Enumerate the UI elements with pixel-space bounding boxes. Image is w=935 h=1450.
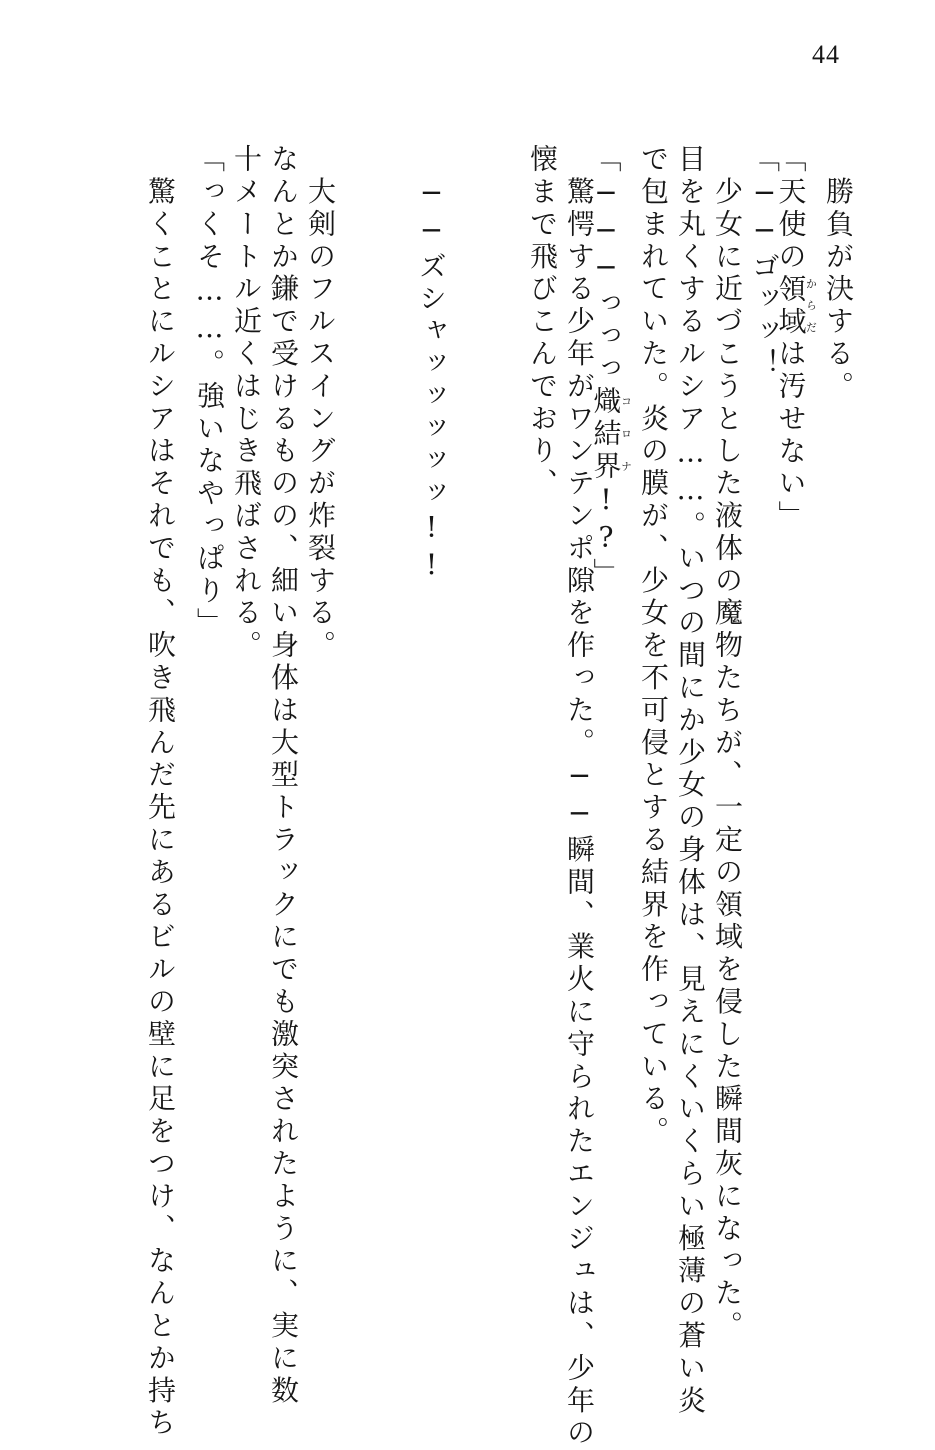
text-column xyxy=(589,144,633,591)
text-column: 十メートル近くはじき飛ばされる。 xyxy=(230,144,263,663)
page-number: 44 xyxy=(812,40,840,69)
text-column: 「──ゴッッ！ xyxy=(748,144,781,381)
text-column: 驚くことにルシアはそれでも、吹き飛んだ先にあるビルの壁に足をつけ、なんとか持ち xyxy=(144,144,177,1440)
text-column: 少女に近づこうとした液体の魔物たちが、一定の領域を侵した瞬間灰になった。 xyxy=(711,144,744,1343)
text-column: で包まれていた。炎の膜が、少女を不可侵とする結界を作っている。 xyxy=(637,144,670,1149)
text-column xyxy=(774,144,818,533)
blank-column xyxy=(341,144,373,154)
text-column: 「っくそ……。強いなやっぱり」 xyxy=(193,144,226,640)
blank-column xyxy=(452,144,484,154)
text-column: 勝負が決する。 xyxy=(822,144,855,404)
text-column: ──ズシャッッッッッ!! xyxy=(415,144,448,586)
column-segment: は汚せない」 xyxy=(774,338,808,533)
column-segment: 「天使の xyxy=(774,144,808,274)
column-segment: 「───っっっ xyxy=(589,144,623,386)
text-column: 懐まで飛びこんでおり、 xyxy=(526,144,559,501)
text-column: なんとか鎌で受けるものの、細い身体は大型トラックにでも激突されたように、実に数 xyxy=(267,144,300,1408)
blank-column xyxy=(378,144,410,154)
text-column: 驚愕する少年がワンテンポ隙を作った。──瞬間、業火に守られたエンジュは、少年の xyxy=(563,144,596,1450)
ruby-base: 熾結界 xyxy=(589,385,623,484)
ruby-base: 領域 xyxy=(774,273,808,339)
text-column: 目を丸くするルシア……。いつの間にか少女の身体は、見えにくいくらい極薄の蒼い炎 xyxy=(674,144,707,1418)
ruby-reading: コロナ xyxy=(619,385,633,483)
ruby-reading: からだ xyxy=(804,273,818,339)
column-segment: !?」 xyxy=(589,483,623,591)
blank-column xyxy=(489,144,521,154)
text-column: 大剣のフルスイングが炸裂する。 xyxy=(304,144,337,663)
